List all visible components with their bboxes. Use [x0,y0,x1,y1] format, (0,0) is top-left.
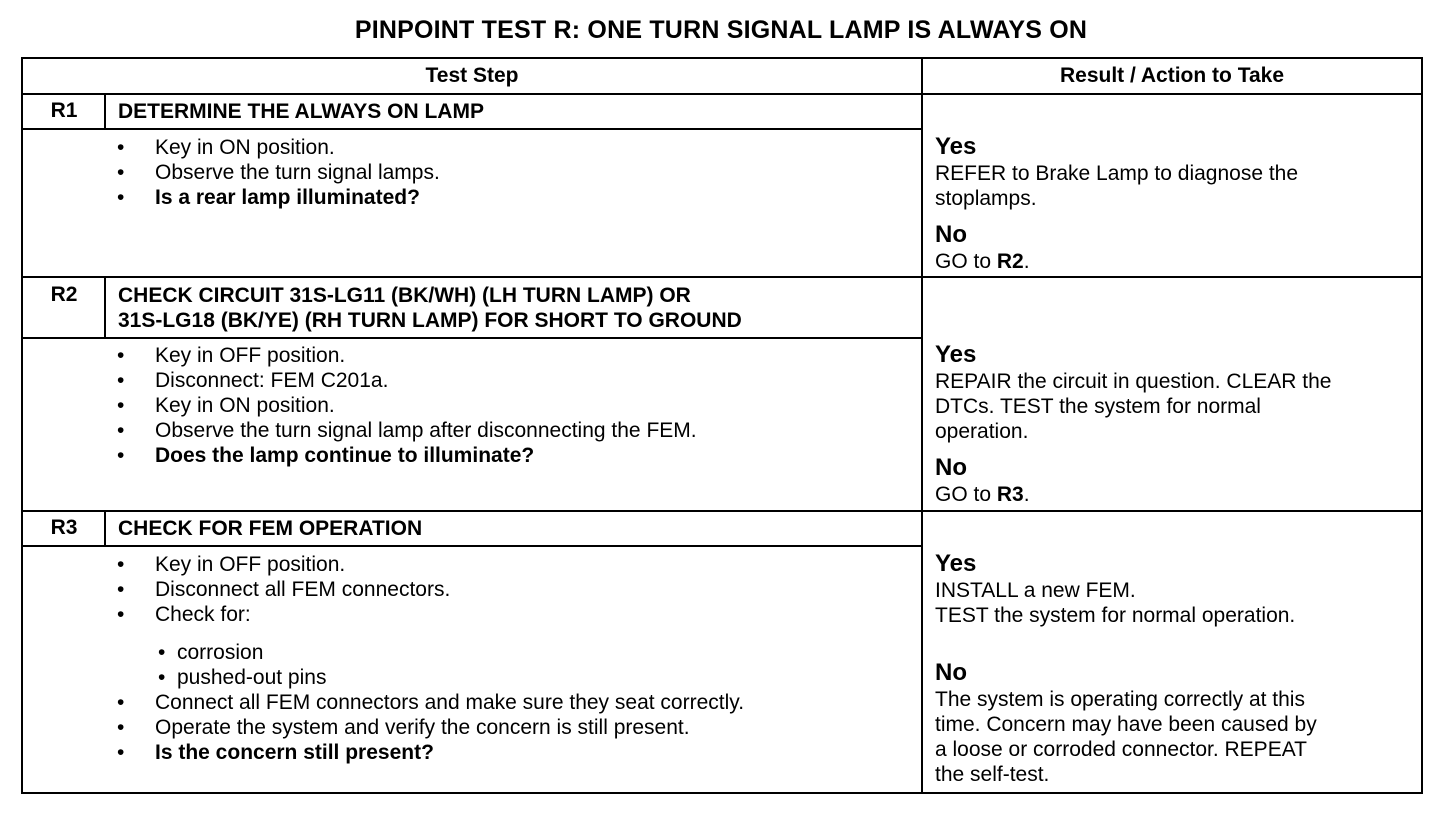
yes-label: Yes [935,341,977,368]
list-item: • Observe the turn signal lamps. [117,161,440,184]
step-id-r1: R1 [50,99,78,122]
no-action: The system is operating correctly at this [935,688,1305,711]
column-divider [921,59,923,792]
list-item: • Disconnect all FEM connectors. [117,578,451,601]
result-r2 [935,341,1421,507]
sub-list-item: • corrosion [158,641,264,664]
list-item: • Key in ON position. [117,136,335,159]
yes-action: stoplamps. [935,187,1037,210]
list-item: • Check for: [117,603,251,626]
step-bullets-r1 [0,135,920,210]
no-action: GO to R3. [935,483,1030,506]
r3-title-divider [23,545,921,547]
yes-action: DTCs. TEST the system for normal [935,395,1261,418]
r1-title-divider [23,128,921,130]
header-result-action: Result / Action to Take [1059,64,1285,87]
result-r3 [935,550,1421,787]
no-action: the self-test. [935,763,1050,786]
yes-action: INSTALL a new FEM. [935,579,1136,602]
list-item: • Is the concern still present? [117,741,434,764]
list-item: • Disconnect: FEM C201a. [117,369,389,392]
list-item: • Operate the system and verify the concern is still present. [117,716,690,739]
no-label: No [935,221,967,248]
yes-action: operation. [935,420,1029,443]
step-id-r3: R3 [50,516,78,539]
no-action: time. Concern may have been caused by [935,713,1317,736]
yes-label: Yes [935,550,977,577]
step-bullets-r3 [0,552,920,765]
sub-list-item: • pushed-out pins [158,666,327,689]
step-bullets-r2 [0,343,920,468]
r1-r2-divider [23,276,1421,278]
yes-action: REPAIR the circuit in question. CLEAR the [935,370,1332,393]
header-divider [23,93,1421,95]
list-item: • Connect all FEM connectors and make sure they seat correctly. [117,691,745,714]
r2-title-divider [23,337,921,339]
yes-action: REFER to Brake Lamp to diagnose the [935,162,1299,185]
list-item: • Key in OFF position. [117,344,346,367]
r2-r3-divider [23,510,1421,512]
no-label: No [935,659,967,686]
list-item: • Key in OFF position. [117,553,346,576]
no-action: GO to R2. [935,250,1030,273]
list-item: • Key in ON position. [117,394,335,417]
no-action: a loose or corroded connector. REPEAT [935,738,1307,761]
yes-action: TEST the system for normal operation. [935,604,1296,627]
list-item: • Observe the turn signal lamp after disconnecting the FEM. [117,419,697,442]
step-title-r1: DETERMINE THE ALWAYS ON LAMP [118,100,484,123]
yes-label: Yes [935,133,977,160]
list-item: • Is a rear lamp illuminated? [117,186,420,209]
step-title-r3: CHECK FOR FEM OPERATION [118,517,423,540]
result-r1 [935,133,1421,274]
header-test-step: Test Step [425,64,519,87]
no-label: No [935,454,967,481]
step-title-r2: CHECK CIRCUIT 31S-LG11 (BK/WH) (LH TURN LAMP) OR 31S-LG18 (BK/YE) (RH TURN LAMP) FOR SHORT TO GROUND [118,284,742,332]
page-title: PINPOINT TEST R: ONE TURN SIGNAL LAMP IS ALWAYS ON [354,16,1088,44]
step-id-r2: R2 [50,283,78,306]
list-item: • Does the lamp continue to illuminate? [117,444,535,467]
